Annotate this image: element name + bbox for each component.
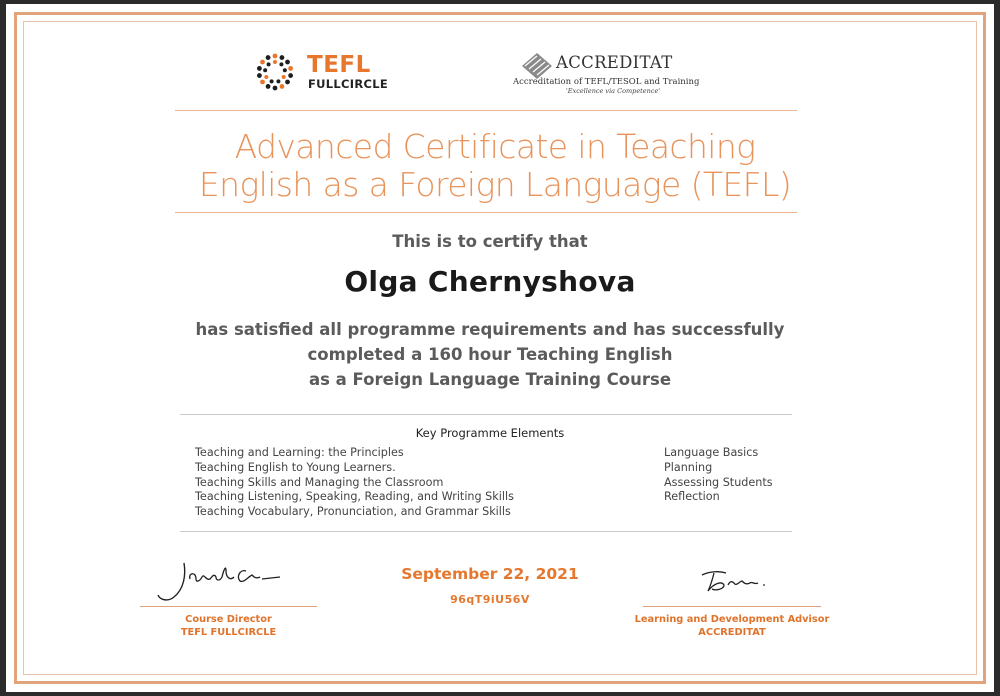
tefl-fullcircle-logo xyxy=(255,52,415,94)
certificate-title-line-2: English as a Foreign Language (TEFL) xyxy=(198,165,792,204)
list-item: Teaching Skills and Managing the Classroom xyxy=(195,475,444,489)
accreditat-logo xyxy=(508,52,708,96)
key-elements-left-list xyxy=(195,446,514,520)
course-director-signature xyxy=(150,555,290,605)
issue-date: September 22, 2021 xyxy=(401,565,579,583)
diamond-emblem-icon xyxy=(520,52,554,80)
advisor-signature-line xyxy=(643,606,821,607)
advisor-signature xyxy=(690,563,780,603)
list-item: Planning xyxy=(664,460,713,474)
key-elements-right-list xyxy=(664,446,773,505)
list-item: Teaching Vocabulary, Pronunciation, and Grammar Skills xyxy=(195,505,511,519)
title-bottom-rule xyxy=(175,212,797,213)
certify-text: This is to certify that xyxy=(392,232,588,251)
certificate-title-line-1: Advanced Certificate in Teaching xyxy=(234,127,756,166)
advisor-caption xyxy=(633,613,831,639)
list-item: Teaching Listening, Speaking, Reading, and Writing Skills xyxy=(195,490,514,504)
list-item: Teaching and Learning: the Principles xyxy=(195,446,404,459)
completion-line-1: has satisfied all programme requirements and has successfully xyxy=(195,320,785,339)
certificate-code: 96qT9iU56V xyxy=(450,593,530,606)
completion-statement xyxy=(120,317,860,392)
tefl-logo-text: TEFL xyxy=(307,52,371,78)
elements-bottom-rule xyxy=(180,531,792,532)
list-item: Reflection xyxy=(664,490,720,504)
elements-top-rule xyxy=(180,414,792,415)
course-director-role: Course Director xyxy=(185,614,272,625)
dot-circle-icon xyxy=(255,52,295,92)
list-item: Assessing Students xyxy=(664,475,773,489)
list-item: Teaching English to Young Learners. xyxy=(195,460,396,474)
list-item: Language Basics xyxy=(664,446,759,459)
accreditat-motto: 'Excellence via Competence' xyxy=(566,87,661,95)
title-top-rule xyxy=(175,110,797,111)
accreditat-tagline: Accreditation of TEFL/TESOL and Training xyxy=(513,77,700,87)
advisor-org: ACCREDITAT xyxy=(698,627,766,638)
course-director-org: TEFL FULLCIRCLE xyxy=(180,627,277,638)
completion-line-3: as a Foreign Language Training Course xyxy=(308,370,672,389)
accreditat-logo-text: ACCREDITAT xyxy=(556,53,673,72)
course-director-signature-line xyxy=(140,606,317,607)
fullcircle-logo-text: FULLCIRCLE xyxy=(308,77,389,91)
completion-line-2: completed a 160 hour Teaching English xyxy=(307,345,673,364)
key-elements-heading: Key Programme Elements xyxy=(415,426,565,440)
course-director-caption xyxy=(140,613,317,639)
advisor-role: Learning and Development Advisor xyxy=(634,614,830,625)
recipient-name: Olga Chernyshova xyxy=(344,265,636,298)
